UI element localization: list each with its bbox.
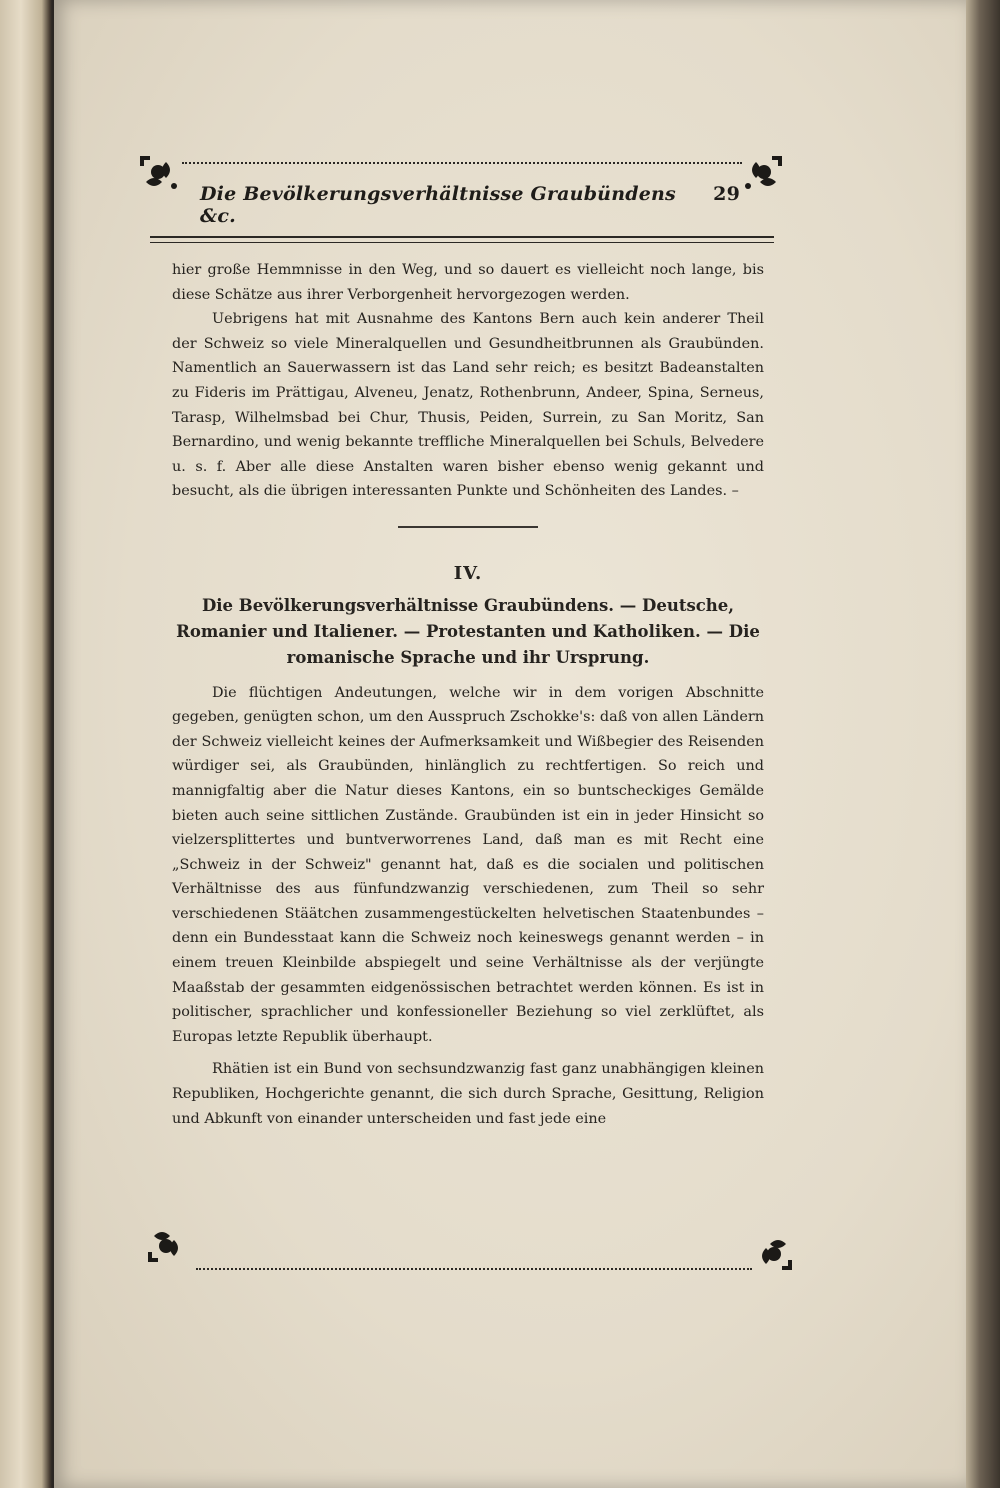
paragraph-2: Uebrigens hat mit Ausnahme des Kantons Bern auch kein anderer Theil der Schweiz so viele Mineralquellen und Gesundheitbrunnen als Graubünden. Namentlich an Sauerwassern ist das Land sehr reich; es besitzt Badeanstalten zu Fideris im Prättigau, Alveneu, Jenatz, Rothenbrunn, Andeer, Spina, Serneus, Tarasp, Wilhelmsbad bei Chur, Thusis, Peiden, Surrein, zu San Moritz, San Bernardino, und wenig bekannte treffliche Mineralquellen bei Schuls, Belvedere u. s. f. Aber alle diese Anstalten waren bisher ebenso wenig gekannt und besucht, als die übrigen interessanten Punkte und Schönheiten des Landes. –	[172, 311, 764, 500]
paragraph-1: hier große Hemmnisse in den Weg, und so dauert es vielleicht noch lange, bis diese Schätze aus ihrer Verborgenheit hervorgezogen werden.	[172, 262, 764, 303]
bottom-dotted-rule	[196, 1268, 752, 1270]
section-number: IV.	[453, 562, 483, 584]
top-dotted-rule	[182, 162, 742, 164]
ornament-top-right-icon	[742, 152, 786, 192]
running-head-title: Die Bevölkerungsverhältnisse Graubündens &c.	[200, 183, 676, 227]
section-divider	[398, 526, 538, 528]
header-rule	[150, 236, 774, 243]
ornament-top-left-icon	[136, 152, 180, 192]
ornament-bottom-left-icon	[144, 1226, 188, 1266]
paragraph-4: Rhätien ist ein Bund von sechsundzwanzig fast ganz unabhängigen kleinen Republiken, Hochgerichte genannt, die sich durch Sprache, Gesittung, Religion und Abkunft von einander unterscheiden und fast jede eine	[172, 1061, 764, 1127]
page-body	[172, 258, 764, 1131]
ornament-bottom-right-icon	[752, 1234, 796, 1274]
section-title: Die Bevölkerungsverhältnisse Graubündens. — Deutsche, Romanier und Italiener. — Protestanten und Katholiken. — Die romanische Sprache und ihr Ursprung.	[176, 595, 760, 667]
page-edge-shadow	[966, 0, 1000, 1488]
book-spine	[0, 0, 52, 1488]
page-number: 29	[713, 183, 740, 205]
running-head	[200, 183, 740, 227]
paragraph-3: Die flüchtigen Andeutungen, welche wir in dem vorigen Abschnitte gegeben, genügten schon, um den Ausspruch Zschokke's: daß von allen Ländern der Schweiz vielleicht keines der Aufmerksamkeit und Wißbegier des Reisenden würdiger sei, als Graubünden, hinlänglich zu rechtfertigen. So reich und mannigfaltig aber die Natur dieses Kantons, ein so buntscheckiges Gemälde bieten auch seine sittlichen Zustände. Graubünden ist ein in jeder Hinsicht so vielzersplittertes und buntverworrenes Land, daß man es mit Recht eine „Schweiz in der Schweiz" genannt hat, daß es die socialen und politischen Verhältnisse des aus fünfundzwanzig verschiedenen, zum Theil so sehr verschiedenen Stäätchen zusammengestückelten helvetischen Staatenbundes – denn ein Bundesstaat kann die Schweiz noch keineswegs genannt werden – in einem treuen Kleinbilde abspiegelt und seine Verhältnisse als der verjüngte Maaßstab der gesammten eidgenössischen betrachtet werden können. Es ist in politischer, sprachlicher und konfessioneller Beziehung so viel zerklüftet, als Europas letzte Republik überhaupt.	[172, 684, 764, 1045]
